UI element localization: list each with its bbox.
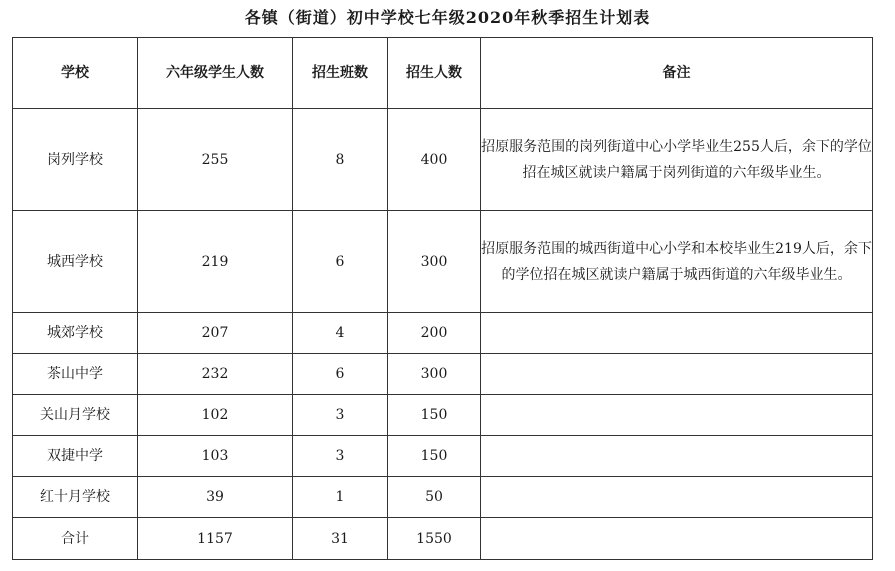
table-row bbox=[13, 109, 873, 211]
cell-classes: 1 bbox=[293, 477, 388, 518]
cell-remarks: 招原服务范围的岗列街道中心小学毕业生255人后，余下的学位招在城区就读户籍属于岗列街道的六年级毕业生。 bbox=[481, 109, 873, 211]
cell-classes: 3 bbox=[293, 395, 388, 436]
cell-remarks bbox=[481, 436, 873, 477]
cell-remarks bbox=[481, 354, 873, 395]
cell-grade6-students: 39 bbox=[138, 477, 293, 518]
cell-grade6-students: 232 bbox=[138, 354, 293, 395]
cell-classes: 3 bbox=[293, 436, 388, 477]
cell-remarks: 招原服务范围的城西街道中心小学和本校毕业生219人后，余下的学位招在城区就读户籍属于城西街道的六年级毕业生。 bbox=[481, 211, 873, 313]
table-row bbox=[13, 436, 873, 477]
cell-remarks bbox=[481, 395, 873, 436]
table-total-row bbox=[13, 518, 873, 560]
enrollment-plan-table bbox=[12, 37, 873, 560]
cell-enrollment: 150 bbox=[388, 436, 481, 477]
cell-enrollment: 50 bbox=[388, 477, 481, 518]
table-row bbox=[13, 354, 873, 395]
document-title: 各镇（街道）初中学校七年级2020年秋季招生计划表 bbox=[244, 8, 651, 27]
cell-enrollment: 400 bbox=[388, 109, 481, 211]
cell-remarks bbox=[481, 313, 873, 354]
cell-enrollment: 1550 bbox=[388, 518, 481, 560]
cell-classes: 4 bbox=[293, 313, 388, 354]
cell-enrollment: 300 bbox=[388, 354, 481, 395]
cell-grade6-students: 207 bbox=[138, 313, 293, 354]
header-grade6-students bbox=[138, 38, 293, 109]
cell-enrollment: 200 bbox=[388, 313, 481, 354]
cell-grade6-students: 103 bbox=[138, 436, 293, 477]
cell-grade6-students: 219 bbox=[138, 211, 293, 313]
cell-school: 城郊学校 bbox=[13, 313, 138, 354]
cell-classes: 8 bbox=[293, 109, 388, 211]
table-row bbox=[13, 395, 873, 436]
cell-enrollment: 150 bbox=[388, 395, 481, 436]
header-enrollment: 招生人数 bbox=[388, 38, 481, 109]
cell-classes: 6 bbox=[293, 354, 388, 395]
cell-school: 茶山中学 bbox=[13, 354, 138, 395]
cell-school: 双捷中学 bbox=[13, 436, 138, 477]
cell-grade6-students: 1157 bbox=[138, 518, 293, 560]
header-remarks: 备注 bbox=[481, 38, 873, 109]
table-row bbox=[13, 211, 873, 313]
cell-remarks bbox=[481, 477, 873, 518]
cell-school: 合计 bbox=[13, 518, 138, 560]
cell-classes: 31 bbox=[293, 518, 388, 560]
cell-school: 岗列学校 bbox=[13, 109, 138, 211]
cell-school: 城西学校 bbox=[13, 211, 138, 313]
table-header-row bbox=[13, 38, 873, 109]
cell-grade6-students: 102 bbox=[138, 395, 293, 436]
cell-school: 红十月学校 bbox=[13, 477, 138, 518]
cell-grade6-students: 255 bbox=[138, 109, 293, 211]
header-school: 学校 bbox=[13, 38, 138, 109]
table-row bbox=[13, 313, 873, 354]
cell-school: 关山月学校 bbox=[13, 395, 138, 436]
header-grade6-students-label: 六年级学生人数 bbox=[166, 64, 264, 81]
cell-remarks bbox=[481, 518, 873, 560]
cell-classes: 6 bbox=[293, 211, 388, 313]
header-classes: 招生班数 bbox=[293, 38, 388, 109]
cell-enrollment: 300 bbox=[388, 211, 481, 313]
table-row bbox=[13, 477, 873, 518]
